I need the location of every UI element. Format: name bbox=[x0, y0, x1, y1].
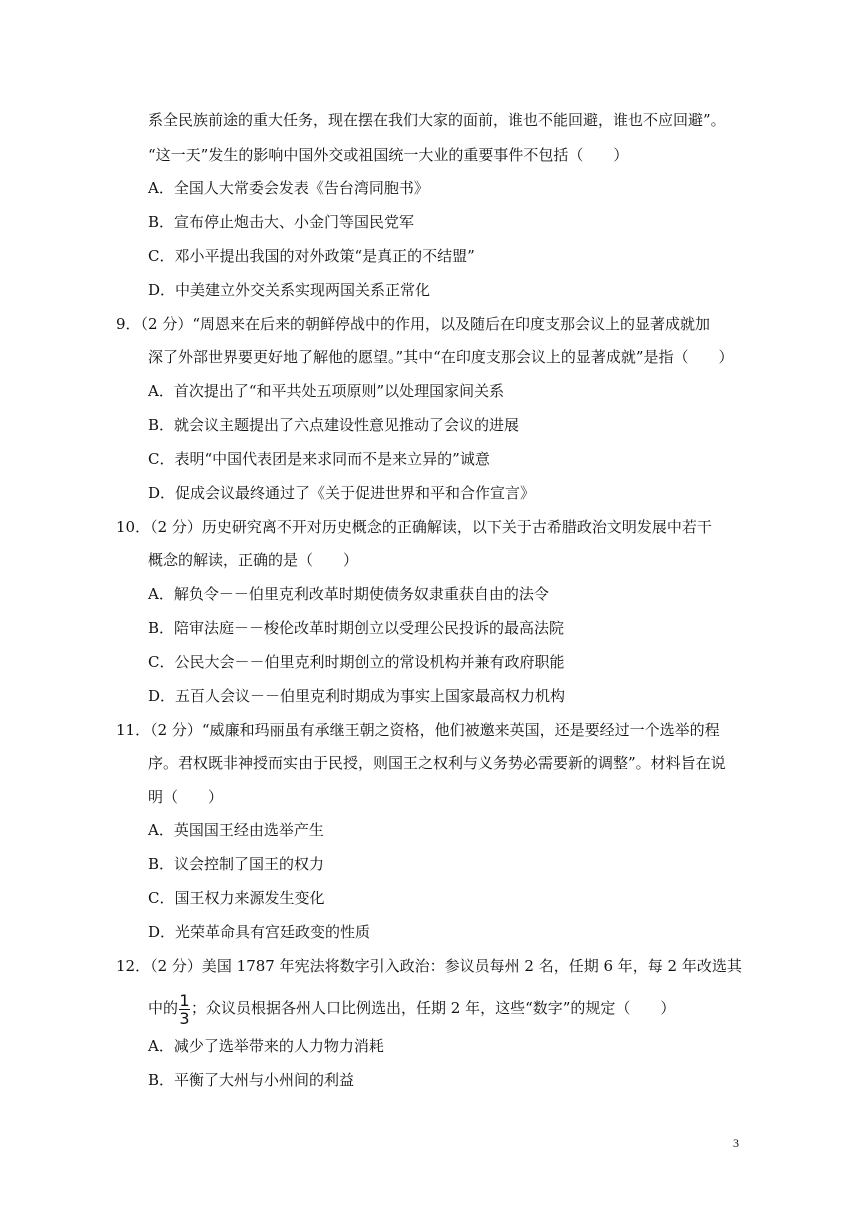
fraction-numerator: 1 bbox=[179, 990, 190, 1010]
q9-option-a: A．首次提出了“和平共处五项原则”以处理国家间关系 bbox=[148, 382, 505, 400]
q11-option-a: A．英国国王经由选举产生 bbox=[148, 821, 324, 839]
q12-stem-pre: 中的 bbox=[148, 999, 179, 1017]
q12-option-a: A．减少了选举带来的人力物力消耗 bbox=[148, 1037, 384, 1055]
fraction-one-third bbox=[179, 992, 190, 1027]
q10-option-d: D．五百人会议－－伯里克利时期成为事实上国家最高权力机构 bbox=[148, 687, 566, 705]
q9-option-c: C．表明“中国代表团是来求同而不是来立异的”诚意 bbox=[148, 450, 490, 468]
q9-stem-line-1: 9．（2 分）“周恩来在后来的朝鲜停战中的作用，以及随后在印度支那会议上的显著成就加 bbox=[116, 315, 711, 333]
q11-stem-line-1: 11．（2 分）“威廉和玛丽虽有承继王朝之资格，他们被邀来英国，还是要经过一个选举的程 bbox=[116, 721, 720, 739]
q12-stem-line-1: 12．（2 分）美国 1787 年宪法将数字引入政治：参议员每州 2 名，任期 6 年，每 2 年改选其 bbox=[116, 957, 742, 975]
page-number: 3 bbox=[733, 1136, 739, 1150]
q8-stem-line-1: 系全民族前途的重大任务，现在摆在我们大家的面前，谁也不能回避，谁也不应回避”。 bbox=[148, 111, 726, 129]
q12-stem-line-2 bbox=[148, 991, 675, 1027]
q9-option-d: D．促成会议最终通过了《关于促进世界和平和合作宣言》 bbox=[148, 484, 536, 502]
q10-option-b: B．陪审法庭－－梭伦改革时期创立以受理公民投诉的最高法院 bbox=[148, 619, 565, 637]
q8-option-c: C．邓小平提出我国的对外政策“是真正的不结盟” bbox=[148, 247, 475, 265]
q11-stem-line-2: 序。君权既非神授而实由于民授，则国王之权利与义务势必需要新的调整”。材料旨在说 bbox=[148, 754, 726, 772]
q11-option-b: B．议会控制了国王的权力 bbox=[148, 855, 325, 873]
q12-stem-post: ；众议员根据各州人口比例选出，任期 2 年，这些“数字”的规定（ ） bbox=[191, 999, 676, 1017]
q8-option-a: A．全国人大常委会发表《告台湾同胞书》 bbox=[148, 179, 429, 197]
q8-option-d: D．中美建立外交关系实现两国关系正常化 bbox=[148, 281, 431, 299]
q9-option-b: B．就会议主题提出了六点建设性意见推动了会议的进展 bbox=[148, 416, 520, 434]
q10-option-a: A．解负令－－伯里克利改革时期使债务奴隶重获自由的法令 bbox=[148, 585, 549, 603]
q10-stem-line-2: 概念的解读，正确的是（ ） bbox=[148, 551, 359, 569]
q10-stem-line-1: 10．（2 分）历史研究离不开对历史概念的正确解读，以下关于古希腊政治文明发展中若干 bbox=[116, 518, 712, 536]
fraction-denominator: 3 bbox=[179, 1008, 190, 1028]
q8-stem-line-2: “这一天”发生的影响中国外交或祖国统一大业的重要事件不包括（ ） bbox=[148, 146, 629, 164]
q11-option-d: D．光荣革命具有宫廷政变的性质 bbox=[148, 923, 371, 941]
q9-stem-line-2: 深了外部世界要更好地了解他的愿望。”其中“在印度支那会议上的显著成就”是指（ ） bbox=[148, 348, 734, 366]
q11-stem-line-3: 明（ ） bbox=[148, 788, 224, 806]
q8-option-b: B．宣布停止炮击大、小金门等国民党军 bbox=[148, 213, 415, 231]
q10-option-c: C．公民大会－－伯里克利时期创立的常设机构并兼有政府职能 bbox=[148, 653, 565, 671]
q12-option-b: B．平衡了大州与小州间的利益 bbox=[148, 1071, 355, 1089]
q11-option-c: C．国王权力来源发生变化 bbox=[148, 889, 325, 907]
